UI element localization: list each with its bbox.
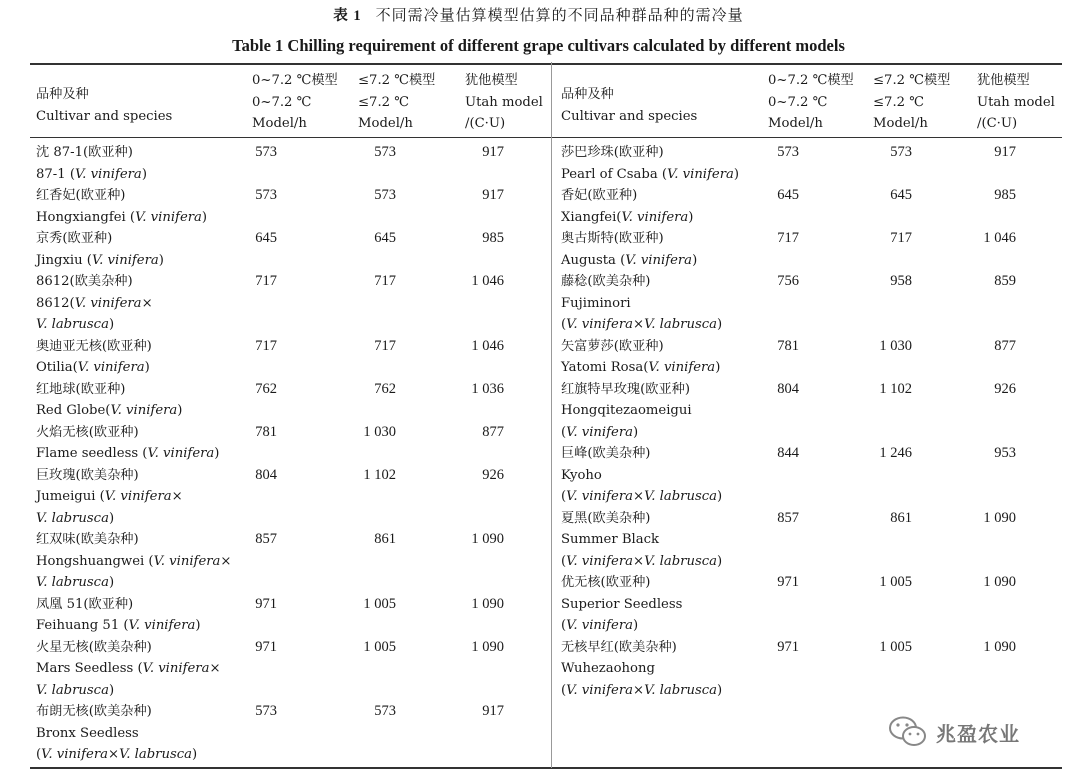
left-value-v2: 717 bbox=[374, 337, 396, 354]
right-value-v3: 926 bbox=[994, 380, 1016, 397]
cultivar-text: 火星无核(欧美杂种) bbox=[36, 639, 152, 655]
left-value-v1: 573 bbox=[255, 144, 277, 160]
cultivar-text: ( bbox=[561, 317, 567, 332]
species-italic: V. vinifera bbox=[128, 618, 196, 633]
cultivar-text: ) bbox=[717, 553, 723, 569]
cultivar-text: ) bbox=[715, 360, 721, 375]
right-value-v1: 804 bbox=[777, 380, 799, 397]
cultivar-text: × bbox=[220, 553, 232, 569]
cultivar-text: × bbox=[633, 682, 645, 698]
left-value-v3: 1 046 bbox=[471, 337, 504, 354]
left-header-col3: ≤7.2 ℃ bbox=[358, 94, 409, 110]
cultivar-text: 夏黑(欧美杂种) bbox=[561, 510, 651, 526]
left-value-v2: 1 005 bbox=[363, 638, 396, 655]
left-cultivar-line bbox=[36, 594, 133, 616]
cultivar-text: Hongqitezaomeigui bbox=[561, 403, 692, 418]
right-cultivar-line bbox=[561, 379, 690, 401]
cultivar-text: ) bbox=[192, 747, 198, 762]
left-value-v3: 985 bbox=[482, 230, 504, 246]
cultivar-text: Xiangfei( bbox=[561, 209, 622, 225]
left-value-v3: 1 090 bbox=[471, 595, 504, 612]
species-italic: V. vinifera bbox=[142, 661, 210, 676]
species-italic: V. vinifera bbox=[648, 360, 716, 375]
left-value-v2: 645 bbox=[374, 230, 396, 246]
left-cultivar-line bbox=[36, 357, 150, 379]
left-header-col4: 犹他模型 bbox=[465, 73, 518, 88]
cultivar-text: 87-1 ( bbox=[36, 166, 75, 182]
top-rule bbox=[30, 63, 1062, 65]
species-italic: V. labrusca bbox=[644, 317, 717, 332]
left-value-v2: 1 030 bbox=[363, 423, 396, 440]
species-italic: V. labrusca bbox=[36, 682, 109, 698]
right-cultivar-line bbox=[561, 615, 638, 637]
cultivar-text: Hongshuangwei ( bbox=[36, 553, 154, 569]
right-cultivar-line bbox=[561, 680, 722, 702]
cultivar-text: ) bbox=[633, 618, 639, 633]
cultivar-text: 红双味(欧美杂种) bbox=[36, 532, 139, 547]
left-value-v3: 917 bbox=[482, 703, 504, 719]
table-caption-cn bbox=[0, 4, 1077, 25]
species-italic: V. vinifera bbox=[74, 295, 142, 311]
cultivar-text: ) bbox=[177, 403, 183, 418]
left-value-v1: 717 bbox=[255, 337, 277, 354]
cultivar-text: ) bbox=[717, 317, 723, 332]
species-italic: V. vinifera bbox=[667, 166, 734, 182]
cultivar-text: ) bbox=[158, 252, 164, 268]
species-italic: V. labrusca bbox=[644, 553, 717, 569]
right-value-v1: 756 bbox=[777, 273, 799, 289]
left-value-v1: 717 bbox=[255, 273, 277, 289]
left-cultivar-line bbox=[36, 637, 152, 659]
left-header-col2: Model/h bbox=[252, 116, 307, 131]
left-cultivar-line bbox=[36, 314, 114, 336]
right-header-cultivar: Cultivar and species bbox=[561, 108, 698, 124]
cultivar-text: ) bbox=[144, 360, 150, 375]
left-cultivar-line bbox=[36, 615, 201, 637]
cultivar-text: ) bbox=[692, 252, 698, 268]
cultivar-text: Yatomi Rosa( bbox=[561, 360, 649, 375]
cultivar-text: Jingxiu ( bbox=[36, 252, 92, 268]
table-number: 表 1 bbox=[333, 8, 362, 24]
left-value-v1: 573 bbox=[255, 703, 277, 719]
right-value-v2: 958 bbox=[890, 273, 912, 289]
cultivar-text: 无核早红(欧美杂种) bbox=[561, 639, 677, 655]
left-value-v2: 573 bbox=[374, 703, 396, 719]
left-header-col3: ≤7.2 ℃模型 bbox=[358, 73, 436, 88]
right-cultivar-line bbox=[561, 228, 664, 250]
right-value-v1: 857 bbox=[777, 509, 799, 526]
left-header-col4: Utah model bbox=[465, 94, 543, 110]
table-title-cn: 不同需冷量估算模型估算的不同品种群品种的需冷量 bbox=[375, 6, 744, 24]
species-italic: V. vinifera bbox=[566, 553, 633, 569]
right-value-v3: 1 090 bbox=[983, 638, 1016, 655]
right-cultivar-line bbox=[561, 207, 693, 229]
cultivar-text: 红地球(欧亚种) bbox=[36, 381, 126, 397]
right-cultivar-line bbox=[561, 357, 720, 379]
left-cultivar-line bbox=[36, 271, 133, 293]
right-cultivar-line bbox=[561, 658, 655, 680]
cultivar-text: Feihuang 51 ( bbox=[36, 618, 129, 633]
left-header-col2: 0~7.2 ℃ bbox=[252, 94, 312, 110]
left-value-v1: 645 bbox=[255, 230, 277, 246]
left-value-v1: 762 bbox=[255, 380, 277, 397]
right-cultivar-line bbox=[561, 250, 697, 272]
right-cultivar-line bbox=[561, 293, 631, 315]
right-cultivar-line bbox=[561, 529, 659, 551]
right-value-v2: 1 005 bbox=[879, 638, 912, 655]
cultivar-text: ) bbox=[733, 166, 740, 182]
left-cultivar-line bbox=[36, 551, 231, 573]
cultivar-text: Bronx Seedless bbox=[36, 725, 139, 741]
right-value-v2: 1 005 bbox=[879, 574, 912, 590]
left-value-v3: 917 bbox=[482, 187, 504, 203]
cultivar-text: 布朗无核(欧美杂种) bbox=[36, 704, 152, 719]
cultivar-text: 火焰无核(欧亚种) bbox=[36, 424, 139, 440]
left-header-cultivar: 品种及种 bbox=[36, 87, 89, 102]
cultivar-text: ) bbox=[108, 575, 115, 590]
right-value-v3: 1 090 bbox=[983, 574, 1016, 590]
cultivar-text: Mars Seedless ( bbox=[36, 661, 143, 676]
cultivar-text: Wuhezaohong bbox=[561, 661, 655, 676]
species-italic: V. vinifera bbox=[566, 618, 633, 633]
left-cultivar-line bbox=[36, 680, 114, 702]
cultivar-text: Red Globe( bbox=[36, 403, 111, 418]
left-cultivar-line bbox=[36, 228, 112, 250]
cultivar-text: ) bbox=[195, 618, 201, 633]
left-value-v2: 1 005 bbox=[363, 595, 396, 612]
cultivar-text: × bbox=[633, 317, 645, 332]
right-value-v3: 1 046 bbox=[983, 230, 1016, 246]
cultivar-text: ( bbox=[561, 682, 567, 698]
cultivar-text: ( bbox=[36, 747, 42, 762]
bottom-rule bbox=[30, 767, 1062, 769]
left-cultivar-line bbox=[36, 142, 133, 164]
species-italic: V. vinifera bbox=[91, 252, 159, 268]
right-value-v1: 971 bbox=[777, 574, 799, 590]
species-italic: V. vinifera bbox=[104, 489, 172, 504]
left-value-v3: 917 bbox=[482, 144, 504, 160]
cultivar-text: × bbox=[171, 489, 183, 504]
left-cultivar-line bbox=[36, 293, 153, 315]
left-value-v2: 573 bbox=[374, 144, 396, 160]
cultivar-text: 红旗特早玫瑰(欧亚种) bbox=[561, 381, 690, 397]
species-italic: V. labrusca bbox=[36, 510, 109, 526]
right-cultivar-line bbox=[561, 271, 650, 293]
left-value-v2: 573 bbox=[374, 187, 396, 203]
left-value-v2: 1 102 bbox=[363, 466, 396, 483]
left-cultivar-line bbox=[36, 379, 125, 401]
right-header-col2: 0~7.2 ℃模型 bbox=[768, 73, 854, 88]
right-value-v3: 877 bbox=[994, 337, 1016, 354]
right-header-col2: Model/h bbox=[768, 116, 823, 131]
right-header-col2: 0~7.2 ℃ bbox=[768, 94, 828, 110]
right-value-v2: 645 bbox=[890, 187, 912, 203]
cultivar-text: 矢富萝莎(欧亚种) bbox=[561, 338, 664, 354]
cultivar-text: ( bbox=[561, 489, 567, 504]
right-value-v2: 1 102 bbox=[879, 380, 912, 397]
left-cultivar-line bbox=[36, 443, 219, 465]
species-italic: V. vinifera bbox=[41, 747, 108, 762]
right-header-col3: ≤7.2 ℃模型 bbox=[873, 73, 951, 88]
cultivar-text: 京秀(欧亚种) bbox=[36, 231, 113, 246]
right-cultivar-line bbox=[561, 508, 650, 530]
right-cultivar-line bbox=[561, 465, 602, 487]
right-value-v1: 781 bbox=[777, 337, 799, 354]
right-value-v2: 1 030 bbox=[879, 337, 912, 354]
right-value-v3: 917 bbox=[994, 144, 1016, 160]
right-value-v2: 861 bbox=[890, 509, 912, 526]
left-value-v1: 971 bbox=[255, 638, 277, 655]
left-value-v1: 804 bbox=[255, 466, 277, 483]
cultivar-text: 莎巴珍珠(欧亚种) bbox=[561, 145, 664, 160]
right-cultivar-line bbox=[561, 486, 722, 508]
cultivar-text: 优无核(欧亚种) bbox=[561, 575, 651, 590]
right-header-col3: ≤7.2 ℃ bbox=[873, 94, 924, 110]
cultivar-text: 巨玫瑰(欧美杂种) bbox=[36, 467, 139, 483]
right-header-col3: Model/h bbox=[873, 116, 928, 131]
left-value-v3: 1 090 bbox=[471, 531, 504, 547]
header-rule bbox=[30, 137, 1062, 138]
species-italic: V. vinifera bbox=[135, 209, 202, 225]
left-cultivar-line bbox=[36, 207, 207, 229]
right-header-col4: /(C·U) bbox=[977, 116, 1018, 131]
right-value-v1: 573 bbox=[777, 144, 799, 160]
left-cultivar-line bbox=[36, 529, 139, 551]
right-cultivar-line bbox=[561, 551, 722, 573]
cultivar-text: Summer Black bbox=[561, 532, 659, 547]
cultivar-text: 红香妃(欧亚种) bbox=[36, 188, 126, 203]
right-value-v1: 971 bbox=[777, 638, 799, 655]
left-cultivar-line bbox=[36, 572, 114, 594]
cultivar-text: 凤凰 51(欧亚种) bbox=[36, 596, 134, 612]
right-header-col4: Utah model bbox=[977, 94, 1055, 110]
right-cultivar-line bbox=[561, 443, 650, 465]
left-cultivar-line bbox=[36, 701, 152, 723]
cultivar-text: × bbox=[108, 747, 120, 762]
cultivar-text: Superior Seedless bbox=[561, 596, 683, 612]
right-cultivar-line bbox=[561, 142, 664, 164]
left-cultivar-line bbox=[36, 744, 197, 766]
species-italic: V. vinifera bbox=[566, 424, 633, 440]
cultivar-text: ( bbox=[561, 424, 567, 440]
right-cultivar-line bbox=[561, 400, 692, 422]
right-cultivar-line bbox=[561, 314, 722, 336]
left-cultivar-line bbox=[36, 508, 114, 530]
cultivar-text: ) bbox=[108, 510, 115, 526]
cultivar-text: ) bbox=[201, 209, 208, 225]
right-value-v3: 859 bbox=[994, 273, 1016, 289]
cultivar-text: 奥古斯特(欧亚种) bbox=[561, 231, 664, 246]
panel-divider bbox=[551, 62, 552, 768]
right-cultivar-line bbox=[561, 572, 650, 594]
cultivar-text: 沈 87-1(欧亚种) bbox=[36, 145, 133, 160]
left-value-v2: 861 bbox=[374, 531, 396, 547]
left-value-v1: 573 bbox=[255, 187, 277, 203]
left-value-v2: 717 bbox=[374, 273, 396, 289]
left-header-col2: 0~7.2 ℃模型 bbox=[252, 73, 338, 88]
right-cultivar-line bbox=[561, 594, 682, 616]
species-italic: V. vinifera bbox=[147, 446, 215, 461]
cultivar-text: ) bbox=[717, 489, 723, 504]
cultivar-text: Jumeigui ( bbox=[36, 489, 105, 504]
species-italic: V. vinifera bbox=[153, 553, 221, 569]
right-value-v3: 953 bbox=[994, 445, 1016, 461]
cultivar-text: Hongxiangfei ( bbox=[36, 209, 136, 225]
right-value-v3: 1 090 bbox=[983, 509, 1016, 526]
left-cultivar-line bbox=[36, 164, 147, 186]
species-italic: V. vinifera bbox=[625, 252, 693, 268]
species-italic: V. vinifera bbox=[566, 317, 633, 332]
left-cultivar-line bbox=[36, 465, 139, 487]
watermark bbox=[888, 712, 1020, 752]
right-cultivar-line bbox=[561, 164, 739, 186]
cultivar-text: ( bbox=[561, 618, 567, 633]
cultivar-text: Flame seedless ( bbox=[36, 446, 148, 461]
right-value-v1: 645 bbox=[777, 187, 799, 203]
left-cultivar-line bbox=[36, 422, 139, 444]
cultivar-text: × bbox=[141, 295, 153, 311]
right-value-v1: 717 bbox=[777, 230, 799, 246]
species-italic: V. vinifera bbox=[566, 682, 633, 698]
cultivar-text: 巨峰(欧美杂种) bbox=[561, 446, 651, 461]
cultivar-text: ) bbox=[717, 682, 723, 698]
wechat-icon bbox=[888, 715, 928, 749]
species-italic: V. labrusca bbox=[36, 575, 109, 590]
left-value-v1: 971 bbox=[255, 595, 277, 612]
species-italic: V. vinifera bbox=[74, 166, 142, 182]
cultivar-text: Fujiminori bbox=[561, 295, 631, 311]
cultivar-text: ) bbox=[108, 317, 115, 332]
cultivar-text: Pearl of Csaba ( bbox=[561, 166, 668, 182]
left-value-v3: 1 036 bbox=[471, 380, 504, 397]
right-header-col4: 犹他模型 bbox=[977, 73, 1030, 88]
right-cultivar-line bbox=[561, 637, 677, 659]
right-cultivar-line bbox=[561, 422, 638, 444]
table-title-en: Table 1 Chilling requirement of different grape cultivars calculated by different models bbox=[232, 36, 845, 55]
right-value-v2: 717 bbox=[890, 230, 912, 246]
left-header-col4: /(C·U) bbox=[465, 116, 506, 131]
left-value-v3: 1 046 bbox=[471, 273, 504, 289]
species-italic: V. labrusca bbox=[644, 682, 717, 698]
species-italic: V. vinifera bbox=[621, 209, 689, 225]
cultivar-text: 8612( bbox=[36, 295, 75, 311]
left-cultivar-line bbox=[36, 658, 221, 680]
cultivar-text: Otilia( bbox=[36, 360, 78, 375]
left-cultivar-line bbox=[36, 336, 152, 358]
cultivar-text: ) bbox=[214, 446, 220, 461]
species-italic: V. labrusca bbox=[644, 489, 717, 504]
left-cultivar-line bbox=[36, 723, 139, 745]
species-italic: V. vinifera bbox=[566, 489, 633, 504]
right-value-v1: 844 bbox=[777, 445, 799, 461]
cultivar-text: 藤稔(欧美杂种) bbox=[561, 274, 651, 289]
cultivar-text: 香妃(欧亚种) bbox=[561, 188, 638, 203]
cultivar-text: Kyoho bbox=[561, 467, 602, 483]
cultivar-text: 8612(欧美杂种) bbox=[36, 274, 133, 289]
left-cultivar-line bbox=[36, 486, 183, 508]
cultivar-text: × bbox=[209, 661, 221, 676]
cultivar-text: ) bbox=[633, 424, 639, 440]
right-header-cultivar: 品种及种 bbox=[561, 87, 614, 102]
cultivar-text: × bbox=[633, 489, 645, 504]
left-value-v2: 762 bbox=[374, 380, 396, 397]
cultivar-text: Augusta ( bbox=[561, 252, 626, 268]
left-value-v1: 781 bbox=[255, 423, 277, 440]
species-italic: V. vinifera bbox=[77, 360, 145, 375]
right-value-v3: 985 bbox=[994, 187, 1016, 203]
watermark-text: 兆盈农业 bbox=[936, 721, 1020, 746]
left-value-v3: 1 090 bbox=[471, 638, 504, 655]
right-cultivar-line bbox=[561, 336, 664, 358]
left-value-v3: 877 bbox=[482, 423, 504, 440]
right-value-v2: 1 246 bbox=[879, 445, 912, 461]
species-italic: V. labrusca bbox=[36, 317, 109, 332]
left-header-cultivar: Cultivar and species bbox=[36, 108, 173, 124]
right-value-v2: 573 bbox=[890, 144, 912, 160]
cultivar-text: 奥迪亚无核(欧亚种) bbox=[36, 338, 152, 354]
cultivar-text: ) bbox=[688, 209, 694, 225]
cultivar-text: ) bbox=[108, 682, 115, 698]
right-cultivar-line bbox=[561, 185, 637, 207]
left-cultivar-line bbox=[36, 400, 182, 422]
left-cultivar-line bbox=[36, 185, 125, 207]
left-cultivar-line bbox=[36, 250, 164, 272]
cultivar-text: ( bbox=[561, 553, 567, 569]
cultivar-text: ) bbox=[141, 166, 147, 182]
left-value-v3: 926 bbox=[482, 466, 504, 483]
left-header-col3: Model/h bbox=[358, 116, 413, 131]
cultivar-text: × bbox=[633, 553, 645, 569]
left-value-v1: 857 bbox=[255, 531, 277, 547]
species-italic: V. vinifera bbox=[110, 403, 178, 418]
species-italic: V. labrusca bbox=[119, 747, 192, 762]
